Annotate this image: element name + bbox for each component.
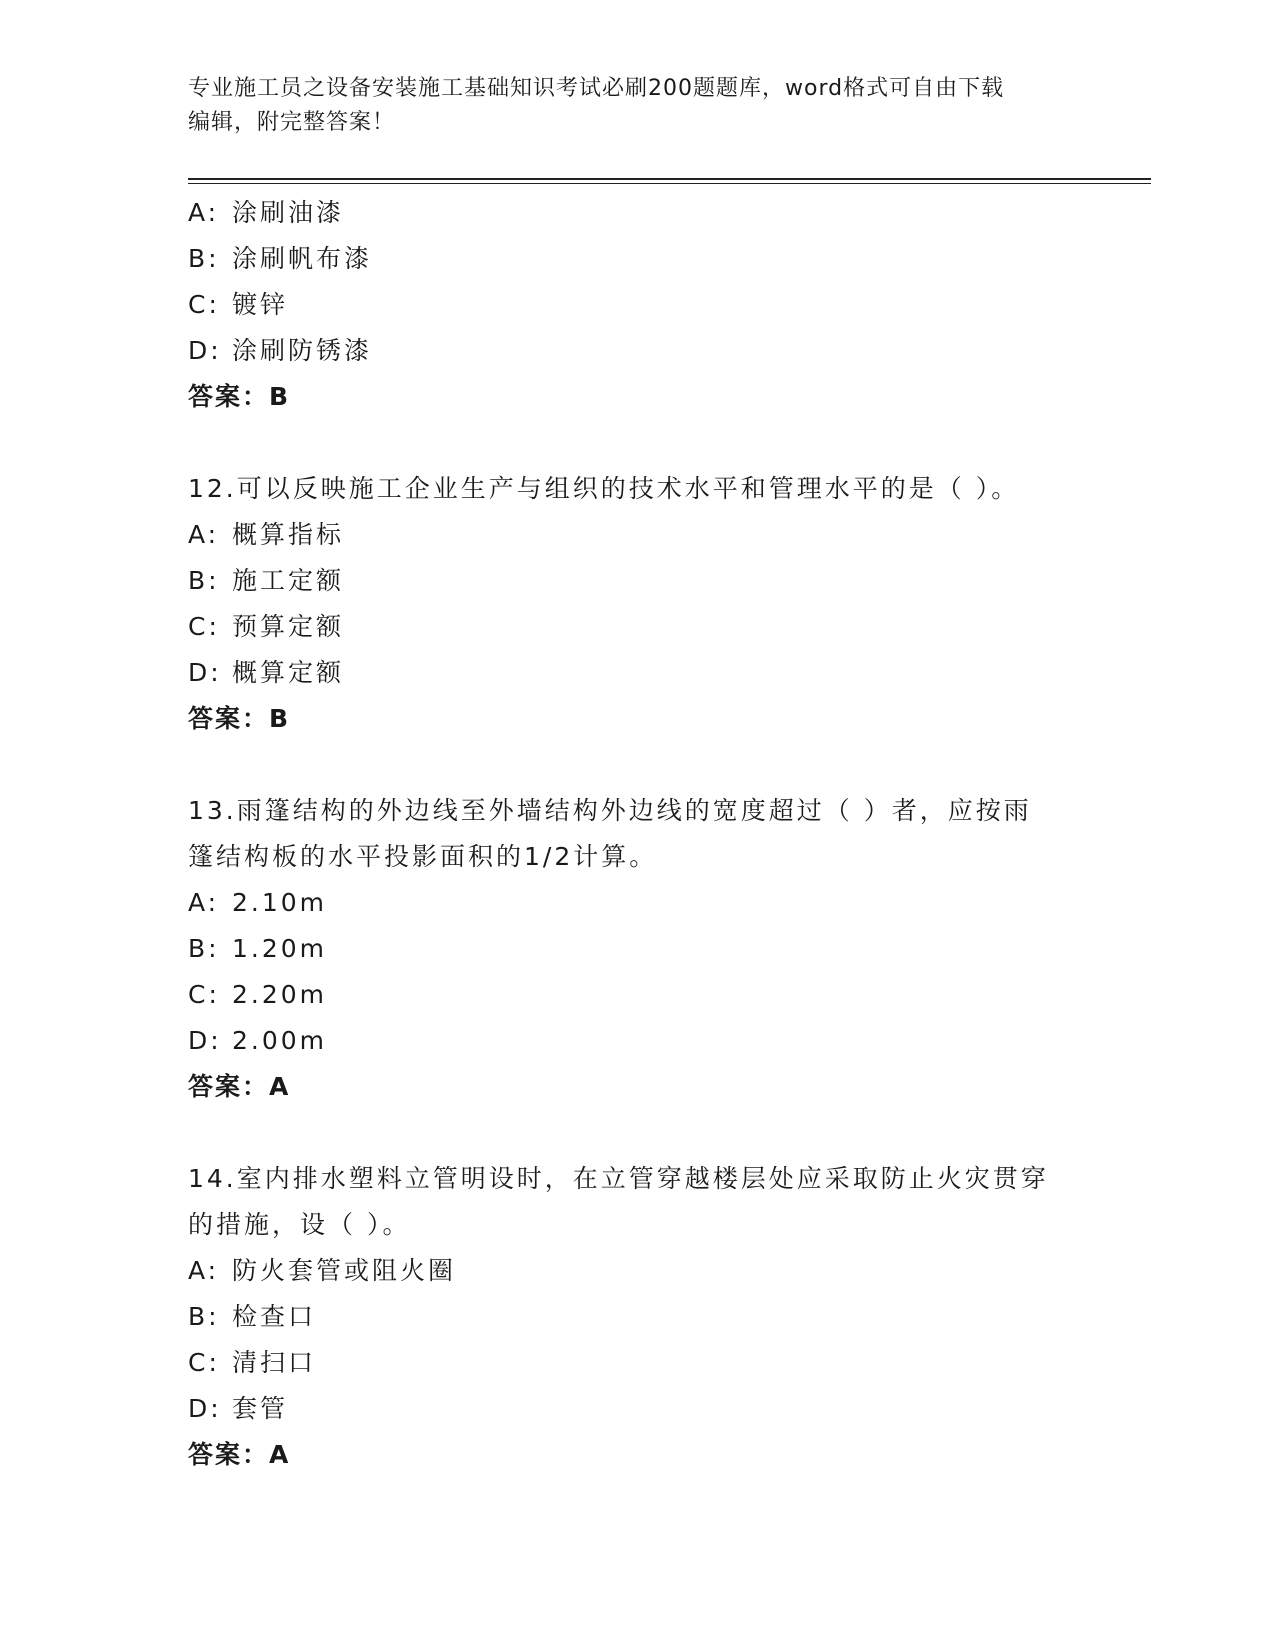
option-text: 涂刷油漆	[232, 198, 345, 227]
option-a	[188, 1248, 1088, 1294]
option-text: 2.00m	[232, 1026, 328, 1055]
question-13	[188, 788, 1088, 1110]
question-stem-continued: 篷结构板的水平投影面积的1/2计算。	[188, 842, 658, 871]
option-letter: B:	[188, 1302, 220, 1331]
option-letter: D:	[188, 1394, 222, 1423]
question-stem: 12.可以反映施工企业生产与组织的技术水平和管理水平的是（ ）。	[188, 474, 1020, 503]
option-letter: B:	[188, 244, 220, 273]
option-letter: A:	[188, 198, 220, 227]
option-d	[188, 1386, 1088, 1432]
question-list	[188, 190, 1088, 1478]
question-stem-continued: 的措施，设（ ）。	[188, 1210, 411, 1239]
option-text: 套管	[232, 1394, 289, 1423]
answer-line: 答案：A	[188, 1072, 291, 1101]
option-text: 概算定额	[232, 658, 345, 687]
option-c	[188, 972, 1088, 1018]
option-d	[188, 1018, 1088, 1064]
answer-line: 答案：A	[188, 1440, 291, 1469]
option-text: 涂刷防锈漆	[232, 336, 373, 365]
option-c	[188, 604, 1088, 650]
option-text: 防火套管或阻火圈	[232, 1256, 457, 1285]
option-text: 施工定额	[232, 566, 345, 595]
question-11	[188, 190, 1088, 420]
option-letter: C:	[188, 980, 220, 1009]
header-line-1: 专业施工员之设备安装施工基础知识考试必刷200题题库，word格式可自由下载	[188, 76, 1005, 101]
option-b	[188, 236, 1088, 282]
question-stem: 13.雨篷结构的外边线至外墙结构外边线的宽度超过（ ）者，应按雨	[188, 796, 1032, 825]
option-letter: B:	[188, 566, 220, 595]
option-letter: D:	[188, 658, 222, 687]
option-letter: C:	[188, 290, 220, 319]
option-text: 1.20m	[232, 934, 328, 963]
option-d	[188, 328, 1088, 374]
option-letter: C:	[188, 1348, 220, 1377]
option-letter: C:	[188, 612, 220, 641]
spacer	[188, 742, 1088, 788]
option-letter: D:	[188, 336, 222, 365]
option-text: 预算定额	[232, 612, 345, 641]
spacer	[188, 1110, 1088, 1156]
header-divider	[188, 178, 1151, 184]
option-c	[188, 282, 1088, 328]
option-a	[188, 190, 1088, 236]
question-12	[188, 466, 1088, 742]
option-a	[188, 880, 1088, 926]
option-text: 检查口	[232, 1302, 317, 1331]
option-b	[188, 926, 1088, 972]
option-letter: D:	[188, 1026, 222, 1055]
option-letter: A:	[188, 520, 220, 549]
option-d	[188, 650, 1088, 696]
option-b	[188, 558, 1088, 604]
option-letter: B:	[188, 934, 220, 963]
option-text: 镀锌	[232, 290, 289, 319]
document-header	[188, 72, 1088, 140]
option-text: 2.10m	[232, 888, 328, 917]
header-line-2: 编辑，附完整答案！	[188, 110, 396, 135]
answer-line: 答案：B	[188, 382, 291, 411]
question-14	[188, 1156, 1088, 1478]
option-text: 概算指标	[232, 520, 345, 549]
option-b	[188, 1294, 1088, 1340]
option-text: 2.20m	[232, 980, 328, 1009]
question-stem: 14.室内排水塑料立管明设时，在立管穿越楼层处应采取防止火灾贯穿	[188, 1164, 1049, 1193]
option-c	[188, 1340, 1088, 1386]
option-text: 涂刷帆布漆	[232, 244, 373, 273]
spacer	[188, 420, 1088, 466]
option-letter: A:	[188, 1256, 220, 1285]
option-a	[188, 512, 1088, 558]
option-text: 清扫口	[232, 1348, 317, 1377]
option-letter: A:	[188, 888, 220, 917]
answer-line: 答案：B	[188, 704, 291, 733]
